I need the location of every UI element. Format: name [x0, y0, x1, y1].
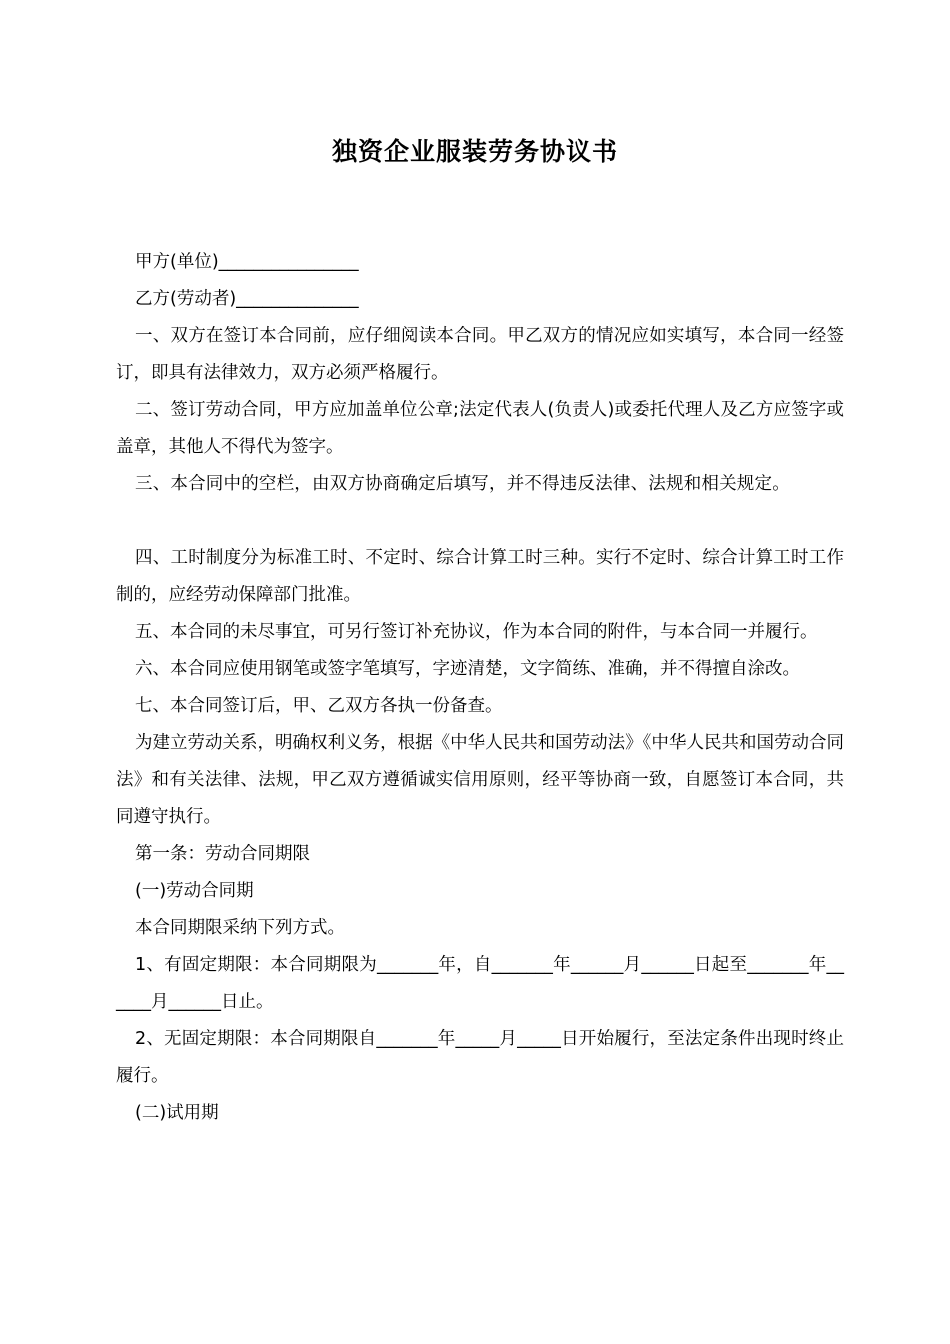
note-paragraph-4: 四、工时制度分为标准工时、不定时、综合计算工时三种。实行不定时、综合计算工时工作制的，应经劳动保障部门批准。 [116, 548, 844, 605]
document-title: 独资企业服装劳务协议书 [331, 137, 618, 166]
note-paragraph-7: 七、本合同签订后，甲、乙双方各执一份备查。 [135, 696, 503, 716]
section-1-heading: (一)劳动合同期 [135, 881, 254, 901]
article-1-heading: 第一条：劳动合同期限 [135, 844, 310, 864]
note-paragraph-2: 二、签订劳动合同，甲方应加盖单位公章;法定代表人(负责人)或委托代理人及乙方应签字或盖章，其他人不得代为签字。 [116, 400, 844, 457]
preamble-paragraph: 为建立劳动关系，明确权利义务，根据《中华人民共和国劳动法》《中华人民共和国劳动合同法》和有关法律、法规，甲乙双方遵循诚实信用原则，经平等协商一致，自愿签订本合同，共同遵守执行。 [116, 733, 844, 827]
document-body [116, 244, 844, 1132]
party-b-line: 乙方(劳动者)______________ [135, 289, 359, 309]
note-paragraph-1: 一、双方在签订本合同前，应仔细阅读本合同。甲乙双方的情况应如实填写，本合同一经签订，即具有法律效力，双方必须严格履行。 [116, 326, 844, 383]
section-2-heading: (二)试用期 [135, 1103, 219, 1123]
note-paragraph-6: 六、本合同应使用钢笔或签字笔填写，字迹清楚，文字简练、准确，并不得擅自涂改。 [135, 659, 800, 679]
party-a-line: 甲方(单位)________________ [135, 252, 359, 272]
term-method-line: 本合同期限采纳下列方式。 [135, 918, 345, 938]
open-term-clause: 2、无固定期限：本合同期限自_______年_____月_____日开始履行，至法定条件出现时终止履行。 [116, 1029, 844, 1086]
note-paragraph-3: 三、本合同中的空栏，由双方协商确定后填写，并不得违反法律、法规和相关规定。 [135, 474, 790, 494]
fixed-term-clause: 1、有固定期限：本合同期限为_______年，自_______年______月______日起至_______年______月______日止。 [116, 955, 844, 1012]
note-paragraph-5: 五、本合同的未尽事宜，可另行签订补充协议，作为本合同的附件，与本合同一并履行。 [135, 622, 818, 642]
